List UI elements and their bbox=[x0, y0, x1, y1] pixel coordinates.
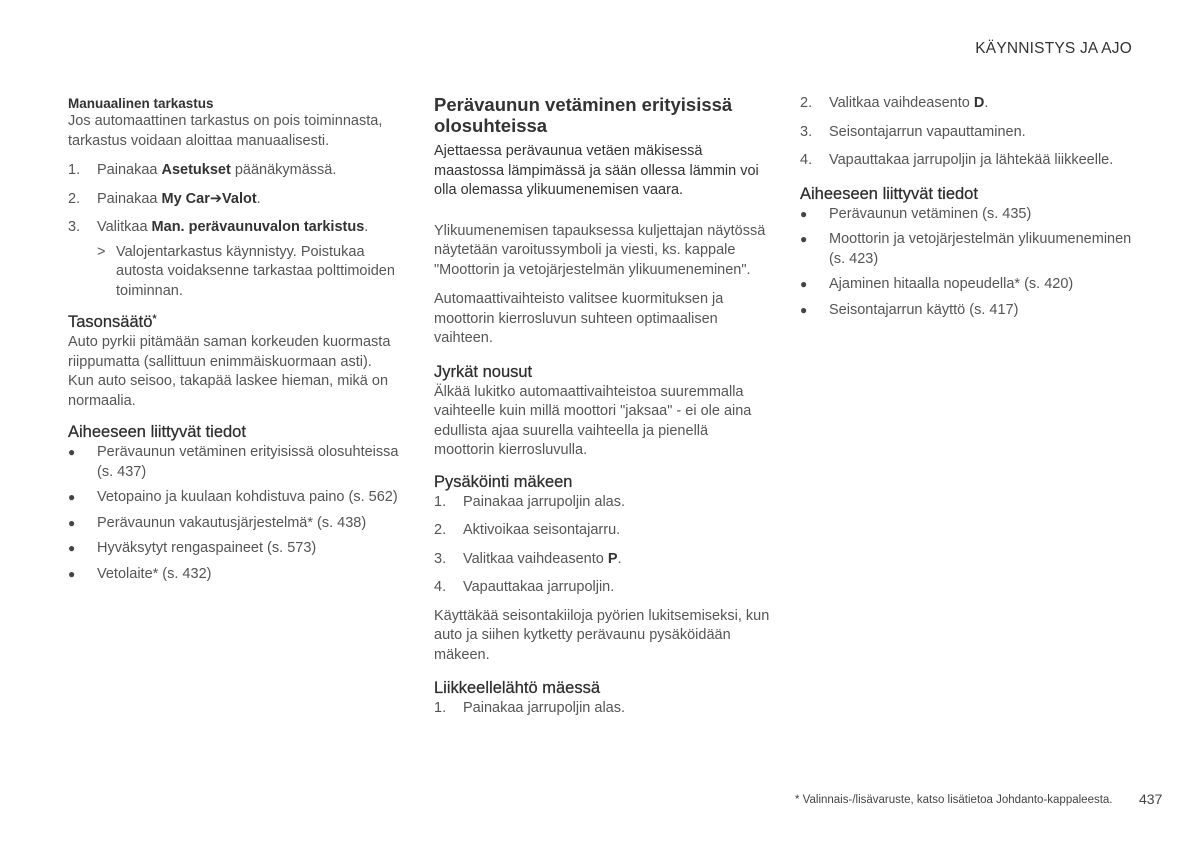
step-number: 4. bbox=[800, 152, 813, 168]
related-link[interactable]: Vetopaino ja kuulaan kohdistuva paino (s. 562) bbox=[97, 489, 398, 505]
step-number: 1. bbox=[434, 493, 447, 510]
bullet-icon: ● bbox=[800, 206, 808, 221]
related-heading: Aiheeseen liittyvät tiedot bbox=[800, 184, 978, 203]
step-text: Valitkaa vaihdeasento bbox=[463, 550, 608, 567]
start-steps bbox=[434, 699, 770, 719]
step-bold: My Car bbox=[161, 190, 210, 207]
list-item[interactable] bbox=[68, 488, 400, 508]
step-bold: Valot bbox=[222, 190, 257, 207]
step-number: 2. bbox=[434, 522, 447, 538]
step-number: 2. bbox=[800, 95, 813, 111]
level-heading bbox=[68, 313, 400, 332]
step-text: Aktivoikaa seisontajarru. bbox=[463, 522, 621, 538]
steep-text: Älkää lukitko automaattivaihteistoa suuremmalla vaihteelle kuin millä moottori "jaksaa" - ei ole aina edullista ajaa suurella vaihteella ja pienellä moottorin kierrosluvulla. bbox=[434, 383, 752, 458]
related-link[interactable]: Seisontajarrun käyttö (s. 417) bbox=[829, 301, 1019, 318]
list-item[interactable] bbox=[68, 443, 400, 482]
related-link[interactable]: Vetolaite* (s. 432) bbox=[97, 565, 212, 582]
related-link[interactable]: Ajaminen hitaalla nopeudella* (s. 420) bbox=[829, 276, 1074, 292]
step-text: Vapauttakaa jarrupoljin. bbox=[463, 579, 615, 595]
list-item[interactable] bbox=[800, 275, 1132, 295]
step-text: . bbox=[364, 219, 369, 235]
start-heading: Liikkeellelähtö mäessä bbox=[434, 679, 601, 697]
related-heading: Aiheeseen liittyvät tiedot bbox=[68, 423, 246, 441]
footnote: * Valinnais-/lisävaruste, katso lisätietoa Johdanto-kappaleesta. bbox=[795, 794, 1113, 806]
step-number: 3. bbox=[434, 550, 447, 567]
step-number: 3. bbox=[68, 219, 81, 235]
park-heading: Pysäköinti mäkeen bbox=[434, 472, 573, 491]
manual-check-steps bbox=[68, 161, 400, 238]
step-item bbox=[434, 699, 770, 719]
step-text: Painakaa jarrupoljin alas. bbox=[463, 700, 626, 716]
related-link[interactable]: Perävaunun vetäminen erityisissä olosuhteissa (s. 437) bbox=[97, 444, 399, 480]
list-item[interactable] bbox=[800, 230, 1132, 269]
park-steps bbox=[434, 493, 770, 598]
list-item[interactable] bbox=[800, 205, 1132, 225]
step-item bbox=[434, 550, 770, 570]
bullet-icon: ● bbox=[800, 232, 808, 246]
step-number: 2. bbox=[68, 190, 81, 207]
step-number: 1. bbox=[434, 700, 447, 716]
steep-section bbox=[434, 363, 770, 461]
list-item[interactable] bbox=[800, 301, 1132, 321]
level-section bbox=[68, 313, 400, 411]
step-bold: D bbox=[973, 95, 985, 111]
manual-check-intro: Jos automaattinen tarkastus on pois toiminnasta, tarkastus voidaan aloittaa manuaalisesti. bbox=[68, 113, 383, 149]
step-text: päänäkymässä. bbox=[230, 162, 337, 178]
column-middle bbox=[434, 94, 770, 728]
related-link[interactable]: Perävaunun vakautusjärjestelmä* (s. 438) bbox=[97, 514, 367, 531]
step-number: 4. bbox=[434, 579, 447, 595]
manual-check-heading: Manuaalinen tarkastus bbox=[68, 96, 214, 111]
step-bold: Man. perävaunuvalon tarkistus bbox=[151, 219, 365, 235]
park-text: Käyttäkää seisontakiiloja pyörien lukitsemiseksi, kun auto ja siihen kytketty perävaunu pysäköidään mäkeen. bbox=[434, 607, 770, 663]
bullet-icon: ● bbox=[68, 445, 76, 459]
step-item bbox=[434, 521, 770, 541]
bullet-icon: ● bbox=[800, 302, 808, 317]
step-item bbox=[800, 151, 1132, 171]
steep-heading: Jyrkät nousut bbox=[434, 362, 533, 381]
related-list bbox=[68, 443, 400, 584]
bullet-icon: ● bbox=[68, 566, 76, 581]
arrow-right-icon: ➔ bbox=[209, 190, 223, 207]
step-result bbox=[68, 243, 400, 302]
paragraph: Ylikuumenemisen tapauksessa kuljettajan näytössä näytetään varoitussymboli ja viesti, ks. kappale "Moottorin ja vetojärjestelmän ylikuumeneminen". bbox=[434, 222, 766, 278]
bullet-icon: ● bbox=[68, 515, 76, 530]
step-bold: P bbox=[607, 550, 618, 567]
step-number: 3. bbox=[800, 123, 813, 140]
step-item bbox=[434, 493, 770, 513]
list-item[interactable] bbox=[68, 514, 400, 534]
step-item bbox=[434, 578, 770, 598]
step-item bbox=[68, 190, 400, 210]
column-right bbox=[800, 94, 1132, 326]
bullet-icon: ● bbox=[800, 277, 808, 291]
step-item bbox=[800, 123, 1132, 143]
list-item[interactable] bbox=[68, 539, 400, 559]
step-text: Valitkaa vaihdeasento bbox=[829, 95, 974, 111]
related-link[interactable]: Perävaunun vetäminen (s. 435) bbox=[829, 205, 1032, 222]
related-list bbox=[800, 205, 1132, 321]
step-text: . bbox=[256, 190, 261, 207]
related-link[interactable]: Hyväksytyt rengaspaineet (s. 573) bbox=[97, 540, 317, 556]
list-item[interactable] bbox=[68, 565, 400, 585]
step-text: Painakaa bbox=[97, 190, 162, 207]
step-text: Vapauttakaa jarrupoljin ja lähtekää liikkeelle. bbox=[829, 152, 1114, 168]
step-text: . bbox=[617, 550, 622, 567]
option-star: * bbox=[152, 313, 157, 325]
column-left bbox=[68, 94, 400, 590]
bullet-icon: ● bbox=[68, 541, 76, 555]
section-title: Perävaunun vetäminen erityisissä olosuhteissa bbox=[434, 94, 733, 136]
step-text: . bbox=[984, 95, 989, 111]
page-number: 437 bbox=[1139, 791, 1163, 807]
result-marker: > bbox=[97, 243, 106, 260]
bullet-icon: ● bbox=[68, 490, 76, 504]
start-steps-continued bbox=[800, 94, 1132, 171]
section-header: KÄYNNISTYS JA AJO bbox=[975, 40, 1132, 57]
step-text: Valitkaa bbox=[97, 219, 152, 235]
lead-paragraph: Ajettaessa perävaunua vetäen mäkisessä maastossa lämpimässä ja sään ollessa lämmin voi olla olemassa ylikuumenemisen vaara. bbox=[434, 143, 759, 198]
step-item bbox=[68, 218, 400, 238]
step-text: Painakaa jarrupoljin alas. bbox=[463, 493, 626, 510]
paragraph: Automaattivaihteisto valitsee kuormituksen ja moottorin kierrosluvun suhteen optimaalisen vaihteen. bbox=[434, 291, 724, 346]
level-heading-text: Tasonsäätö bbox=[68, 313, 153, 331]
step-item bbox=[68, 161, 400, 181]
related-link[interactable]: Moottorin ja vetojärjestelmän ylikuumeneminen (s. 423) bbox=[829, 231, 1132, 267]
step-number: 1. bbox=[68, 162, 81, 178]
step-text: Seisontajarrun vapauttaminen. bbox=[829, 123, 1026, 140]
level-text: Auto pyrkii pitämään saman korkeuden kuormasta riippumatta (sallittuun enimmäiskuormaan asti). Kun auto seisoo, takapää laskee hieman, mikä on normaalia. bbox=[68, 334, 391, 409]
step-item bbox=[800, 94, 1132, 114]
result-text: Valojentarkastus käynnistyy. Poistukaa autosta voidaksenne tarkastaa polttimoiden toiminnan. bbox=[116, 243, 395, 299]
step-text: Painakaa bbox=[97, 162, 162, 178]
step-bold: Asetukset bbox=[161, 162, 231, 178]
